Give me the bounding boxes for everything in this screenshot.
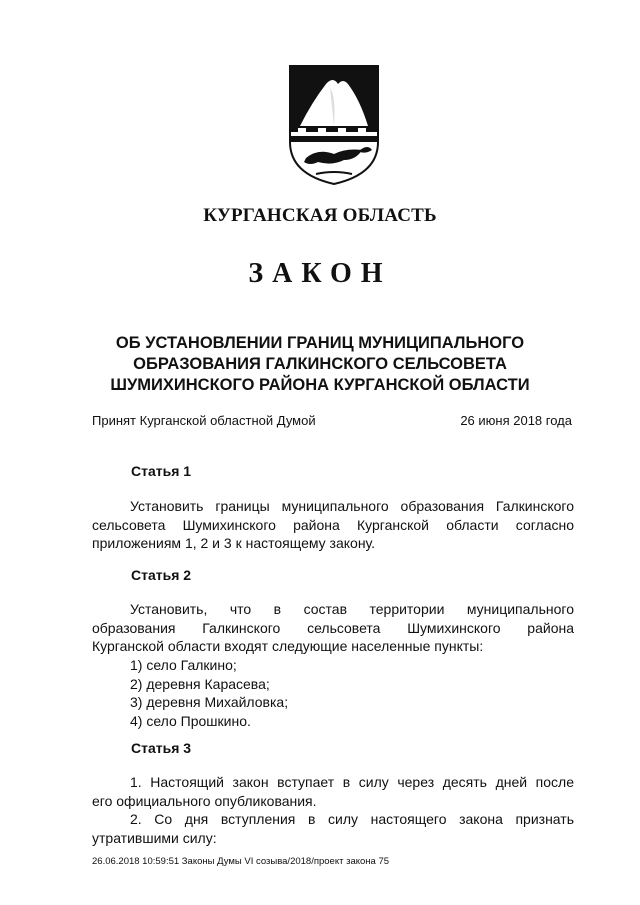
adopted-by: Принят Курганской областной Думой: [92, 413, 316, 428]
text-line: сельсовета Шумихинского района Курганской области согласно: [92, 516, 574, 533]
file-footer: 26.06.2018 10:59:51 Законы Думы VI созыва/2018/проект закона 75: [92, 856, 390, 867]
text-line: Курганской области входят следующие населенные пункты:: [92, 638, 484, 654]
text-line: 1. Настоящий закон вступает в силу через десять дней после: [130, 774, 574, 790]
coat-of-arms-icon: [286, 62, 382, 186]
law-title: [60, 333, 580, 396]
text-line: 2. Со дня вступления в силу настоящего закона признать: [130, 811, 574, 827]
article-3-paragraph-2: [92, 810, 574, 847]
text-line: образования Галкинского сельсовета Шумихинского района: [92, 619, 574, 636]
list-item: 1) село Галкино;: [130, 657, 237, 673]
law-title-line: ШУМИХИНСКОГО РАЙОНА КУРГАНСКОЙ ОБЛАСТИ: [110, 376, 530, 394]
text-line: приложениям 1, 2 и 3 к настоящему закону.: [92, 535, 376, 551]
article-1-text: [92, 497, 574, 553]
article-1-heading: Статья 1: [131, 463, 192, 479]
article-3-paragraph-1: [92, 773, 574, 810]
law-title-line: ОБ УСТАНОВЛЕНИИ ГРАНИЦ МУНИЦИПАЛЬНОГО: [115, 334, 525, 352]
text-line: Установить, что в состав территории муниципального: [130, 601, 574, 617]
article-2-heading: Статья 2: [131, 567, 192, 583]
article-3-heading: Статья 3: [131, 740, 192, 756]
law-title-line: ОБРАЗОВАНИЯ ГАЛКИНСКОГО СЕЛЬСОВЕТА: [133, 355, 507, 373]
settlements-list: [130, 656, 288, 730]
text-line: его официального опубликования.: [92, 792, 317, 809]
list-item: 4) село Прошкино.: [130, 712, 251, 729]
adopted-date: 26 июня 2018 года: [460, 413, 572, 428]
text-line: утратившими силу:: [92, 829, 217, 846]
list-item: 2) деревня Карасева;: [130, 675, 270, 692]
text-line: Установить границы муниципального образования Галкинского: [130, 498, 574, 514]
document-type: ЗАКОН: [248, 258, 392, 289]
list-item: 3) деревня Михайловка;: [130, 694, 289, 710]
article-2-text: [92, 600, 574, 656]
region-name: КУРГАНСКАЯ ОБЛАСТЬ: [203, 205, 437, 226]
